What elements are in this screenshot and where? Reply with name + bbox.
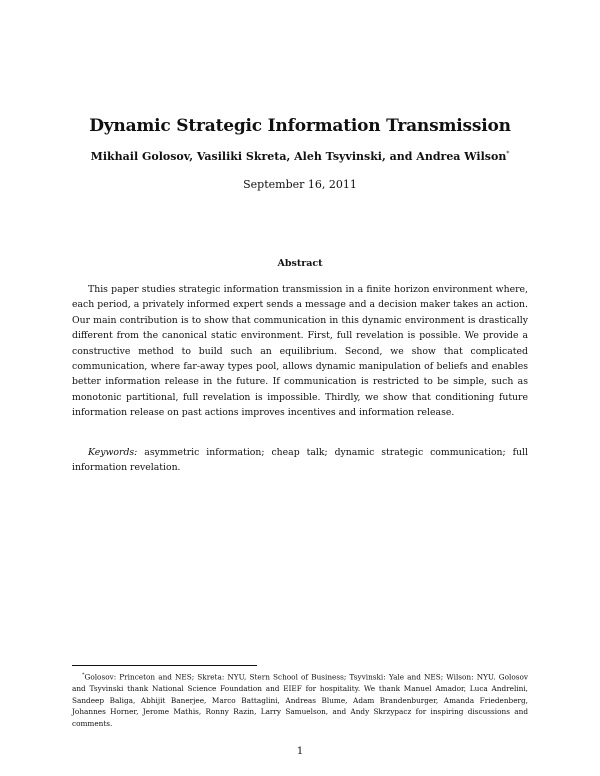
footnote-mark: * [82,672,85,678]
keywords-label: Keywords: [88,447,138,458]
footnote-text: Golosov: Princeton and NES; Skreta: NYU, Stern School of Business; Tsyvinski: Yale and NES; Wilson: NYU. Golosov and Tsyvinski thank National Science Foundation and EIEF for hospitality. We thank Manuel Amador, Luca Andrelini, Sandeep Baliga, Abhijit Banerjee, Marco Battaglini, Andreas Blume, Adam Brandenburger, Amanda Friedenberg, Johannes Horner, Jerome Mathis, Ronny Razin, Larry Samuelson, and Andy Skrzypacz for inspiring discussions and comments. [72,672,528,728]
publication-date: September 16, 2011 [243,178,357,191]
author-footnote-mark: * [506,150,510,158]
keywords [72,445,528,476]
page-number: 1 [296,746,304,757]
author-list [0,150,600,163]
footnote [72,670,528,729]
footnote-divider [72,665,257,666]
abstract-heading: Abstract [277,258,323,269]
author-names: Mikhail Golosov, Vasiliki Skreta, Aleh Tsyvinski, and Andrea Wilson [90,150,507,163]
keywords-text: asymmetric information; cheap talk; dynamic strategic communication; full information revelation. [72,447,528,474]
paper-title: Dynamic Strategic Information Transmission [89,116,511,136]
abstract-text: This paper studies strategic information transmission in a finite horizon environment where, each period, a privately informed expert sends a message and a decision maker takes an action. Our main contribution is to show that communication in this dynamic environment is drastically different from the canonical static environment. First, full revelation is possible. We provide a constructive method to build such an equilibrium. Second, we show that complicated communication, where far-away types pool, allows dynamic manipulation of beliefs and enables better information release in the future. If communication is restricted to be simple, such as monotonic partitional, full revelation is impossible. Thirdly, we show that conditioning future information release on past actions improves incentives and information release. [72,284,528,419]
